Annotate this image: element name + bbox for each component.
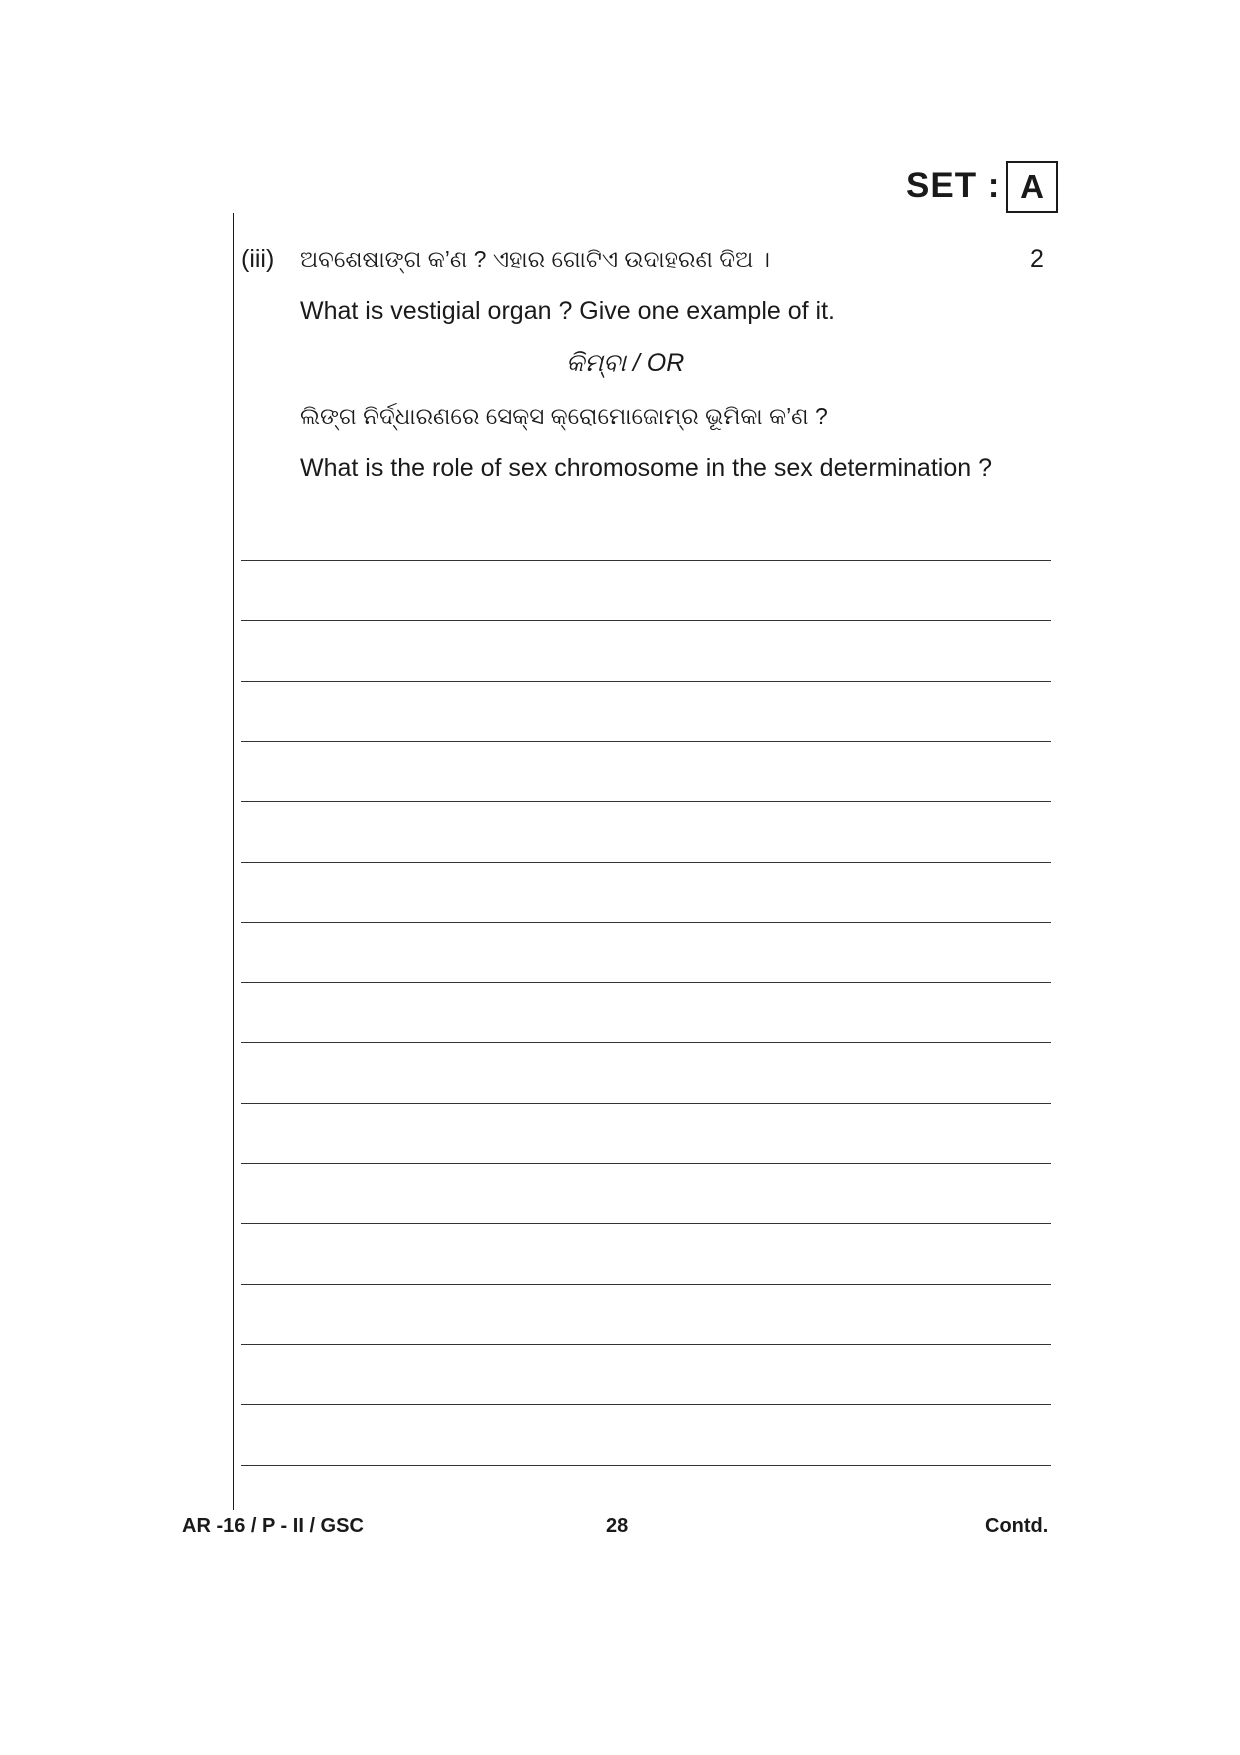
answer-line[interactable]: [241, 741, 1051, 742]
footer-code: AR -16 / P - II / GSC: [182, 1515, 364, 1537]
answer-line[interactable]: [241, 862, 1051, 863]
set-label: SET :: [906, 166, 1001, 205]
answer-line[interactable]: [241, 1284, 1051, 1285]
answer-line[interactable]: [241, 1042, 1051, 1043]
answer-line[interactable]: [241, 1163, 1051, 1164]
set-box: A: [1006, 161, 1058, 213]
answer-line[interactable]: [241, 922, 1051, 923]
question-number: (iii): [241, 245, 275, 273]
answer-line[interactable]: [241, 1223, 1051, 1224]
answer-line[interactable]: [241, 1465, 1051, 1466]
odia-question-1: ଅବଶେଷାଙ୍ଗ କ’ଣ ? ଏହାର ଗୋଟିଏ ଉଦାହରଣ ଦିଅ ।: [300, 246, 770, 272]
or-separator: କିମ୍ବା / OR: [566, 349, 685, 377]
margin-rule: [233, 213, 234, 1510]
answer-line[interactable]: [241, 801, 1051, 802]
footer-page-number: 28: [606, 1515, 629, 1537]
answer-line[interactable]: [241, 982, 1051, 983]
footer-contd: Contd.: [985, 1515, 1049, 1537]
question-marks: 2: [1030, 245, 1044, 273]
answer-line[interactable]: [241, 1103, 1051, 1104]
english-question-1: What is vestigial organ ? Give one example of it.: [300, 297, 835, 325]
odia-question-2: ଲିଙ୍ଗ ନିର୍ଦ୍ଧାରଣରେ ସେକ୍ସ କ୍ରୋମୋଜୋମ୍‌ର ଭୂମିକା କ’ଣ ?: [300, 403, 828, 429]
answer-line[interactable]: [241, 1344, 1051, 1345]
answer-line[interactable]: [241, 1404, 1051, 1405]
answer-line[interactable]: [241, 681, 1051, 682]
english-question-2: What is the role of sex chromosome in the sex determination ?: [300, 454, 992, 482]
answer-line[interactable]: [241, 560, 1051, 561]
answer-line[interactable]: [241, 620, 1051, 621]
